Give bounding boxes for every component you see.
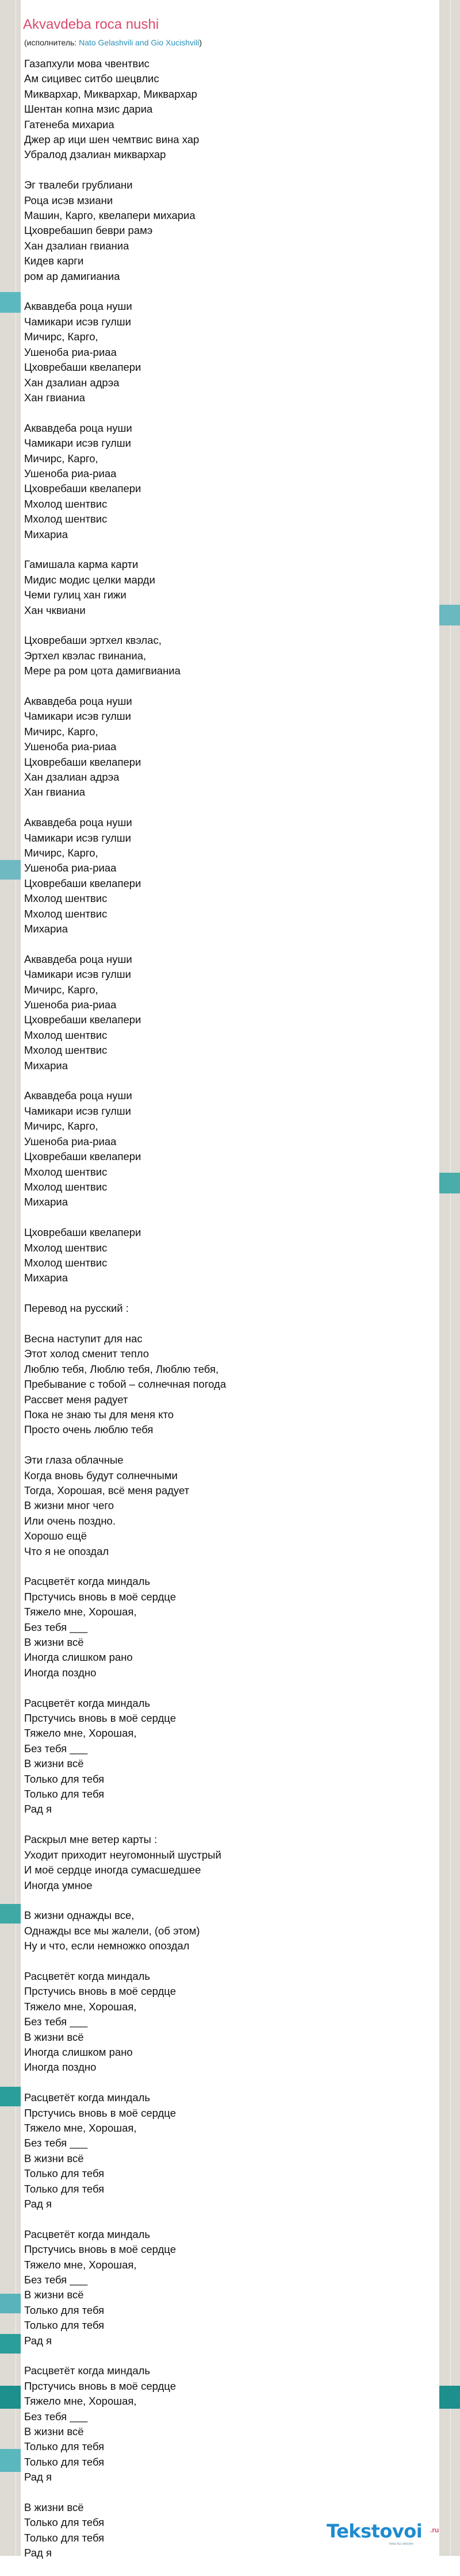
lyric-line: Ушеноба риа-риаа xyxy=(24,1135,117,1147)
performer-suffix: ) xyxy=(199,38,202,47)
lyric-line: Миквархар, Миквархар, Миквархар xyxy=(24,87,197,100)
lyric-line: Михариа xyxy=(24,1272,68,1284)
lyric-line: Весна наступит для нас xyxy=(24,1332,143,1345)
lyric-line: Хан дзалиан гвианиа xyxy=(24,239,129,252)
lyrics-stanza xyxy=(24,1088,427,1210)
lyric-line: Тяжело мне, Хорошая, xyxy=(24,1727,137,1740)
lyric-line: Тяжело мне, Хорошая, xyxy=(24,2258,137,2271)
lyric-line: Рад я xyxy=(24,1803,52,1815)
lyric-line: Газапхули мова чвентвис xyxy=(24,57,150,70)
lyric-line: Мичирс, Карго, xyxy=(24,847,98,859)
lyric-line: В жизни всё xyxy=(24,2501,84,2514)
lyric-line: Без тебя ___ xyxy=(24,2410,88,2423)
lyric-line: Гатенеба михариа xyxy=(24,118,114,130)
lyric-line: Мхолод шентвис xyxy=(24,1044,108,1057)
lyric-line: Чамикари исэв гулши xyxy=(24,710,131,723)
lyric-line: ром ар дамигианиа xyxy=(24,270,120,282)
lyric-line: Иногда поздно xyxy=(24,2061,97,2074)
lyric-line: В жизни всё xyxy=(24,2030,84,2043)
lyric-line: Хан чквиани xyxy=(24,604,86,616)
lyric-line: Прстучись вновь в моё сердце xyxy=(24,2106,176,2119)
lyric-line: Только для тебя xyxy=(24,2167,105,2180)
lyric-line: Аквавдеба роца нуши xyxy=(24,694,132,707)
lyric-line: Михариа xyxy=(24,1196,68,1208)
lyrics-body xyxy=(24,56,427,2576)
lyric-line: Мидис модис целки марди xyxy=(24,573,155,586)
lyric-line: Кидев карги xyxy=(24,255,84,267)
lyric-line: Аквавдеба роца нуши xyxy=(24,300,132,313)
lyric-line: Расцветёт когда миндаль xyxy=(24,1575,151,1588)
lyrics-stanza xyxy=(24,815,427,936)
lyric-line: В жизни мног чего xyxy=(24,1499,114,1512)
lyric-line: Мхолод шентвис xyxy=(24,497,108,510)
lyric-line: Пребывание с тобой – солнечная погода xyxy=(24,1378,227,1391)
lyric-line: Без тебя ___ xyxy=(24,1742,88,1755)
site-logo[interactable] xyxy=(327,2520,442,2549)
lyric-line: Михариа xyxy=(24,1059,68,1072)
teal-band-block xyxy=(0,2386,21,2409)
lyrics-stanza xyxy=(24,2227,427,2348)
lyric-line: Расцветёт когда миндаль xyxy=(24,1696,151,1709)
lyric-line: И моё сердце иногда сумасшедшее xyxy=(24,1864,201,1876)
lyric-line: Тяжело мне, Хорошая, xyxy=(24,2000,137,2013)
lyric-line: Расцветёт когда миндаль xyxy=(24,2364,151,2377)
teal-band-block xyxy=(0,1904,21,1924)
performer-link[interactable]: Nato Gelashvili and Gio Xucishvili xyxy=(79,38,200,47)
lyric-line: Когда вновь будут солнечными xyxy=(24,1469,178,1481)
lyric-line: Тяжело мне, Хорошая, xyxy=(24,2121,137,2134)
lyric-line: Мхолод шентвис xyxy=(24,907,108,920)
lyric-line: Ам сицивес ситбо шецвлис xyxy=(24,72,159,85)
lyric-line: Машин, Карго, квелапери михариа xyxy=(24,209,195,222)
lyric-line: Мхолод шентвис xyxy=(24,1165,108,1178)
teal-band-block xyxy=(0,860,21,880)
lyrics-stanza xyxy=(24,1832,427,1893)
lyric-line: Хан гвианиа xyxy=(24,391,86,404)
lyric-line: Рад я xyxy=(24,2547,52,2559)
lyric-line: Шентан копна мзис дариа xyxy=(24,103,153,116)
lyric-line: Михариа xyxy=(24,528,68,540)
lyric-line: Эртхел квэлас гвинаниа, xyxy=(24,649,147,662)
teal-band-block xyxy=(439,2386,460,2409)
lyric-line: Рад я xyxy=(24,2197,52,2210)
lyric-line: Цховребаши квелапери xyxy=(24,1150,141,1163)
lyric-line: Без тебя ___ xyxy=(24,2274,88,2286)
lyric-line: Однажды все мы жалели, (об этом) xyxy=(24,1924,200,1937)
lyric-line: Роца исэв мзиани xyxy=(24,194,113,206)
lyric-line: Люблю тебя, Люблю тебя, Люблю тебя, xyxy=(24,1362,219,1375)
lyric-line: Мичирс, Карго, xyxy=(24,331,98,343)
lyric-line: В жизни всё xyxy=(24,1636,84,1649)
lyric-line: Расцветёт когда миндаль xyxy=(24,2228,151,2240)
lyric-line: Пока не знаю ты для меня кто xyxy=(24,1408,174,1421)
lyric-line: Только для тебя xyxy=(24,2319,105,2332)
lyric-line: В жизни всё xyxy=(24,2152,84,2164)
lyric-line: Мичирс, Карго, xyxy=(24,1120,98,1132)
performer-line xyxy=(24,38,202,47)
lyric-line: Джер ар ици шен чемтвис вина хар xyxy=(24,133,200,146)
lyrics-stanza xyxy=(24,421,427,542)
lyric-line: В жизни всё xyxy=(24,2425,84,2438)
lyric-line: Уходит приходит неугомонный шустрый xyxy=(24,1848,221,1861)
lyrics-stanza xyxy=(24,56,427,163)
lyric-line: Цховребаши эртхел квэлас, xyxy=(24,634,162,647)
lyric-line: Аквавдеба роца нуши xyxy=(24,421,132,434)
lyrics-stanza xyxy=(24,1331,427,1438)
lyric-line: Только для тебя xyxy=(24,2304,105,2316)
lyrics-stanza xyxy=(24,1225,427,1286)
lyric-line: Тяжело мне, Хорошая, xyxy=(24,1606,137,1618)
lyric-line: В жизни всё xyxy=(24,1757,84,1770)
lyric-line: Гамишала карма карти xyxy=(24,558,139,571)
lyric-line: Прстучись вновь в моё сердце xyxy=(24,1590,176,1603)
lyrics-stanza xyxy=(24,1574,427,1680)
lyric-line: Иногда поздно xyxy=(24,1666,97,1679)
lyrics-stanza xyxy=(24,1969,427,2075)
lyric-line: Ушеноба риа-риаа xyxy=(24,999,117,1011)
lyric-line: Цховребашиn беври рамэ xyxy=(24,224,153,237)
lyric-line: Без тебя ___ xyxy=(24,2137,88,2149)
lyric-line: Аквавдеба роца нуши xyxy=(24,953,132,965)
lyric-line: Иногда слишком рано xyxy=(24,2045,133,2058)
lyric-line: Цховребаши квелапери xyxy=(24,482,141,495)
lyrics-stanza xyxy=(24,299,427,405)
lyric-line: Цховребаши квелапери xyxy=(24,1226,141,1239)
lyric-line: Что я не опоздал xyxy=(24,1545,109,1557)
lyric-line: Ну и что, если немножко опоздал xyxy=(24,1940,190,1952)
lyric-line: Цховребаши квелапери xyxy=(24,877,141,889)
lyric-line: Мхолод шентвис xyxy=(24,1256,108,1269)
lyrics-stanza xyxy=(24,1453,427,1559)
lyric-line: Мере ра ром цота дамигвианиа xyxy=(24,665,181,677)
lyric-line: Только для тебя xyxy=(24,1772,105,1785)
lyric-line: Мхолод шентвис xyxy=(24,1180,108,1193)
lyrics-stanza xyxy=(24,2363,427,2485)
lyric-line: Только для тебя xyxy=(24,1788,105,1800)
lyric-line: Мичирс, Карго, xyxy=(24,452,98,464)
lyric-line: Чамикари исэв гулши xyxy=(24,437,131,450)
lyric-line: В жизни всё xyxy=(24,2289,84,2301)
teal-band-block xyxy=(0,2087,21,2106)
lyrics-stanza xyxy=(24,2090,427,2212)
lyric-line: Мхолод шентвис xyxy=(24,1028,108,1041)
teal-band-block xyxy=(0,2449,21,2472)
lyric-line: Расцветёт когда миндаль xyxy=(24,1970,151,1982)
lyric-line: Чамикари исэв гулши xyxy=(24,968,131,981)
lyric-line: Мичирс, Карго, xyxy=(24,983,98,996)
lyrics-stanza xyxy=(24,952,427,1073)
lyric-line: Рад я xyxy=(24,2334,52,2347)
lyric-line: Мхолод шентвис xyxy=(24,892,108,905)
teal-band-block xyxy=(0,292,21,313)
lyric-line: Убралод дзалиан миквархар xyxy=(24,148,166,161)
logo-tld: .ru xyxy=(430,2526,439,2534)
lyric-line: Этот холод сменит тепло xyxy=(24,1347,150,1360)
lyrics-stanza xyxy=(24,1301,427,1316)
lyric-line: Только для тебя xyxy=(24,2531,105,2544)
teal-band-block xyxy=(439,605,460,625)
teal-band-block xyxy=(439,1173,460,1193)
lyric-line: Эг твалеби грублиани xyxy=(24,179,133,191)
lyric-line: Прстучись вновь в моё сердце xyxy=(24,2243,176,2256)
lyric-line: Рад я xyxy=(24,2471,52,2483)
lyric-line: Михариа xyxy=(24,923,68,935)
lyric-line: В жизни однажды все, xyxy=(24,1909,135,1922)
lyrics-stanza xyxy=(24,557,427,618)
lyric-line: Ушеноба риа-риаа xyxy=(24,740,117,753)
lyric-line: Просто очень люблю тебя xyxy=(24,1423,154,1436)
lyric-line: Прстучись вновь в моё сердце xyxy=(24,1712,176,1725)
lyric-line: Ушеноба риа-риаа xyxy=(24,862,117,874)
lyrics-stanza xyxy=(24,633,427,678)
lyric-line: Чамикари исэв гулши xyxy=(24,1104,131,1117)
lyric-line: Только для тебя xyxy=(24,2182,105,2195)
performer-prefix: (исполнитель: xyxy=(24,38,77,47)
lyrics-stanza xyxy=(24,178,427,284)
song-title: Akvavdeba roca nushi xyxy=(23,17,159,32)
lyric-line: Хан дзалиан адрэа xyxy=(24,376,120,389)
lyric-line: Хан дзалиан адрэа xyxy=(24,771,120,783)
lyric-line: Перевод на русский : xyxy=(24,1302,129,1315)
lyric-line: Аквавдеба роца нуши xyxy=(24,1089,132,1102)
lyric-line: Эти глаза облачные xyxy=(24,1454,124,1466)
lyric-line: Цховребаши квелапери xyxy=(24,1013,141,1026)
lyrics-stanza xyxy=(24,694,427,800)
lyric-line: Мичирс, Карго, xyxy=(24,725,98,738)
lyric-line: Расцветёт когда миндаль xyxy=(24,2091,151,2104)
lyric-line: Ушенобa риа-риаа xyxy=(24,345,117,358)
lyric-line: Хан гвианиа xyxy=(24,786,86,798)
lyric-line: Мхолод шентвис xyxy=(24,1241,108,1254)
lyric-line: Аквавдеба роца нуши xyxy=(24,816,132,829)
lyric-line: Чамикари исэв гулши xyxy=(24,315,131,328)
teal-band-block xyxy=(0,2334,21,2354)
lyric-line: Раскрыл мне ветер карты : xyxy=(24,1833,158,1846)
lyric-line: Только для тебя xyxy=(24,2455,105,2468)
lyric-line: Иногда умное xyxy=(24,1879,93,1891)
lyric-line: Иногда слишком рано xyxy=(24,1651,133,1664)
lyric-line: Прстучись вновь в моё сердце xyxy=(24,1985,176,1998)
lyrics-stanza xyxy=(24,1908,427,1953)
teal-band-block xyxy=(0,2294,21,2313)
lyrics-stanza xyxy=(24,1696,427,1817)
lyric-line: Тяжело мне, Хорошая, xyxy=(24,2395,137,2408)
lyric-line: Прстучись вновь в моё сердце xyxy=(24,2379,176,2392)
lyric-line: Без тебя ___ xyxy=(24,2016,88,2028)
logo-text: Tekstovoi xyxy=(327,2520,423,2542)
lyric-line: Ушеноба риа-риаа xyxy=(24,467,117,479)
lyric-line: Мхолод шентвис xyxy=(24,513,108,525)
lyric-line: Чамикари исэв гулши xyxy=(24,831,131,844)
lyric-line: Чеми гулиц хан гижи xyxy=(24,589,126,601)
lyric-line: Или очень поздно. xyxy=(24,1514,116,1527)
lyric-line: Цховребаши квелапери xyxy=(24,361,141,374)
lyric-line: Хорошо ещё xyxy=(24,1530,87,1542)
lyric-line: Только для тебя xyxy=(24,2516,105,2529)
lyric-line: Тогда, Хорошая, всё меня радует xyxy=(24,1484,190,1496)
lyric-line: Только для тебя xyxy=(24,2440,105,2453)
lyric-line: Рассвет меня радует xyxy=(24,1393,128,1406)
logo-subtitle: тексты песен xyxy=(389,2542,413,2546)
lyric-line: Без тебя ___ xyxy=(24,1621,88,1633)
lyric-line: Цховребаши квелапери xyxy=(24,755,141,768)
